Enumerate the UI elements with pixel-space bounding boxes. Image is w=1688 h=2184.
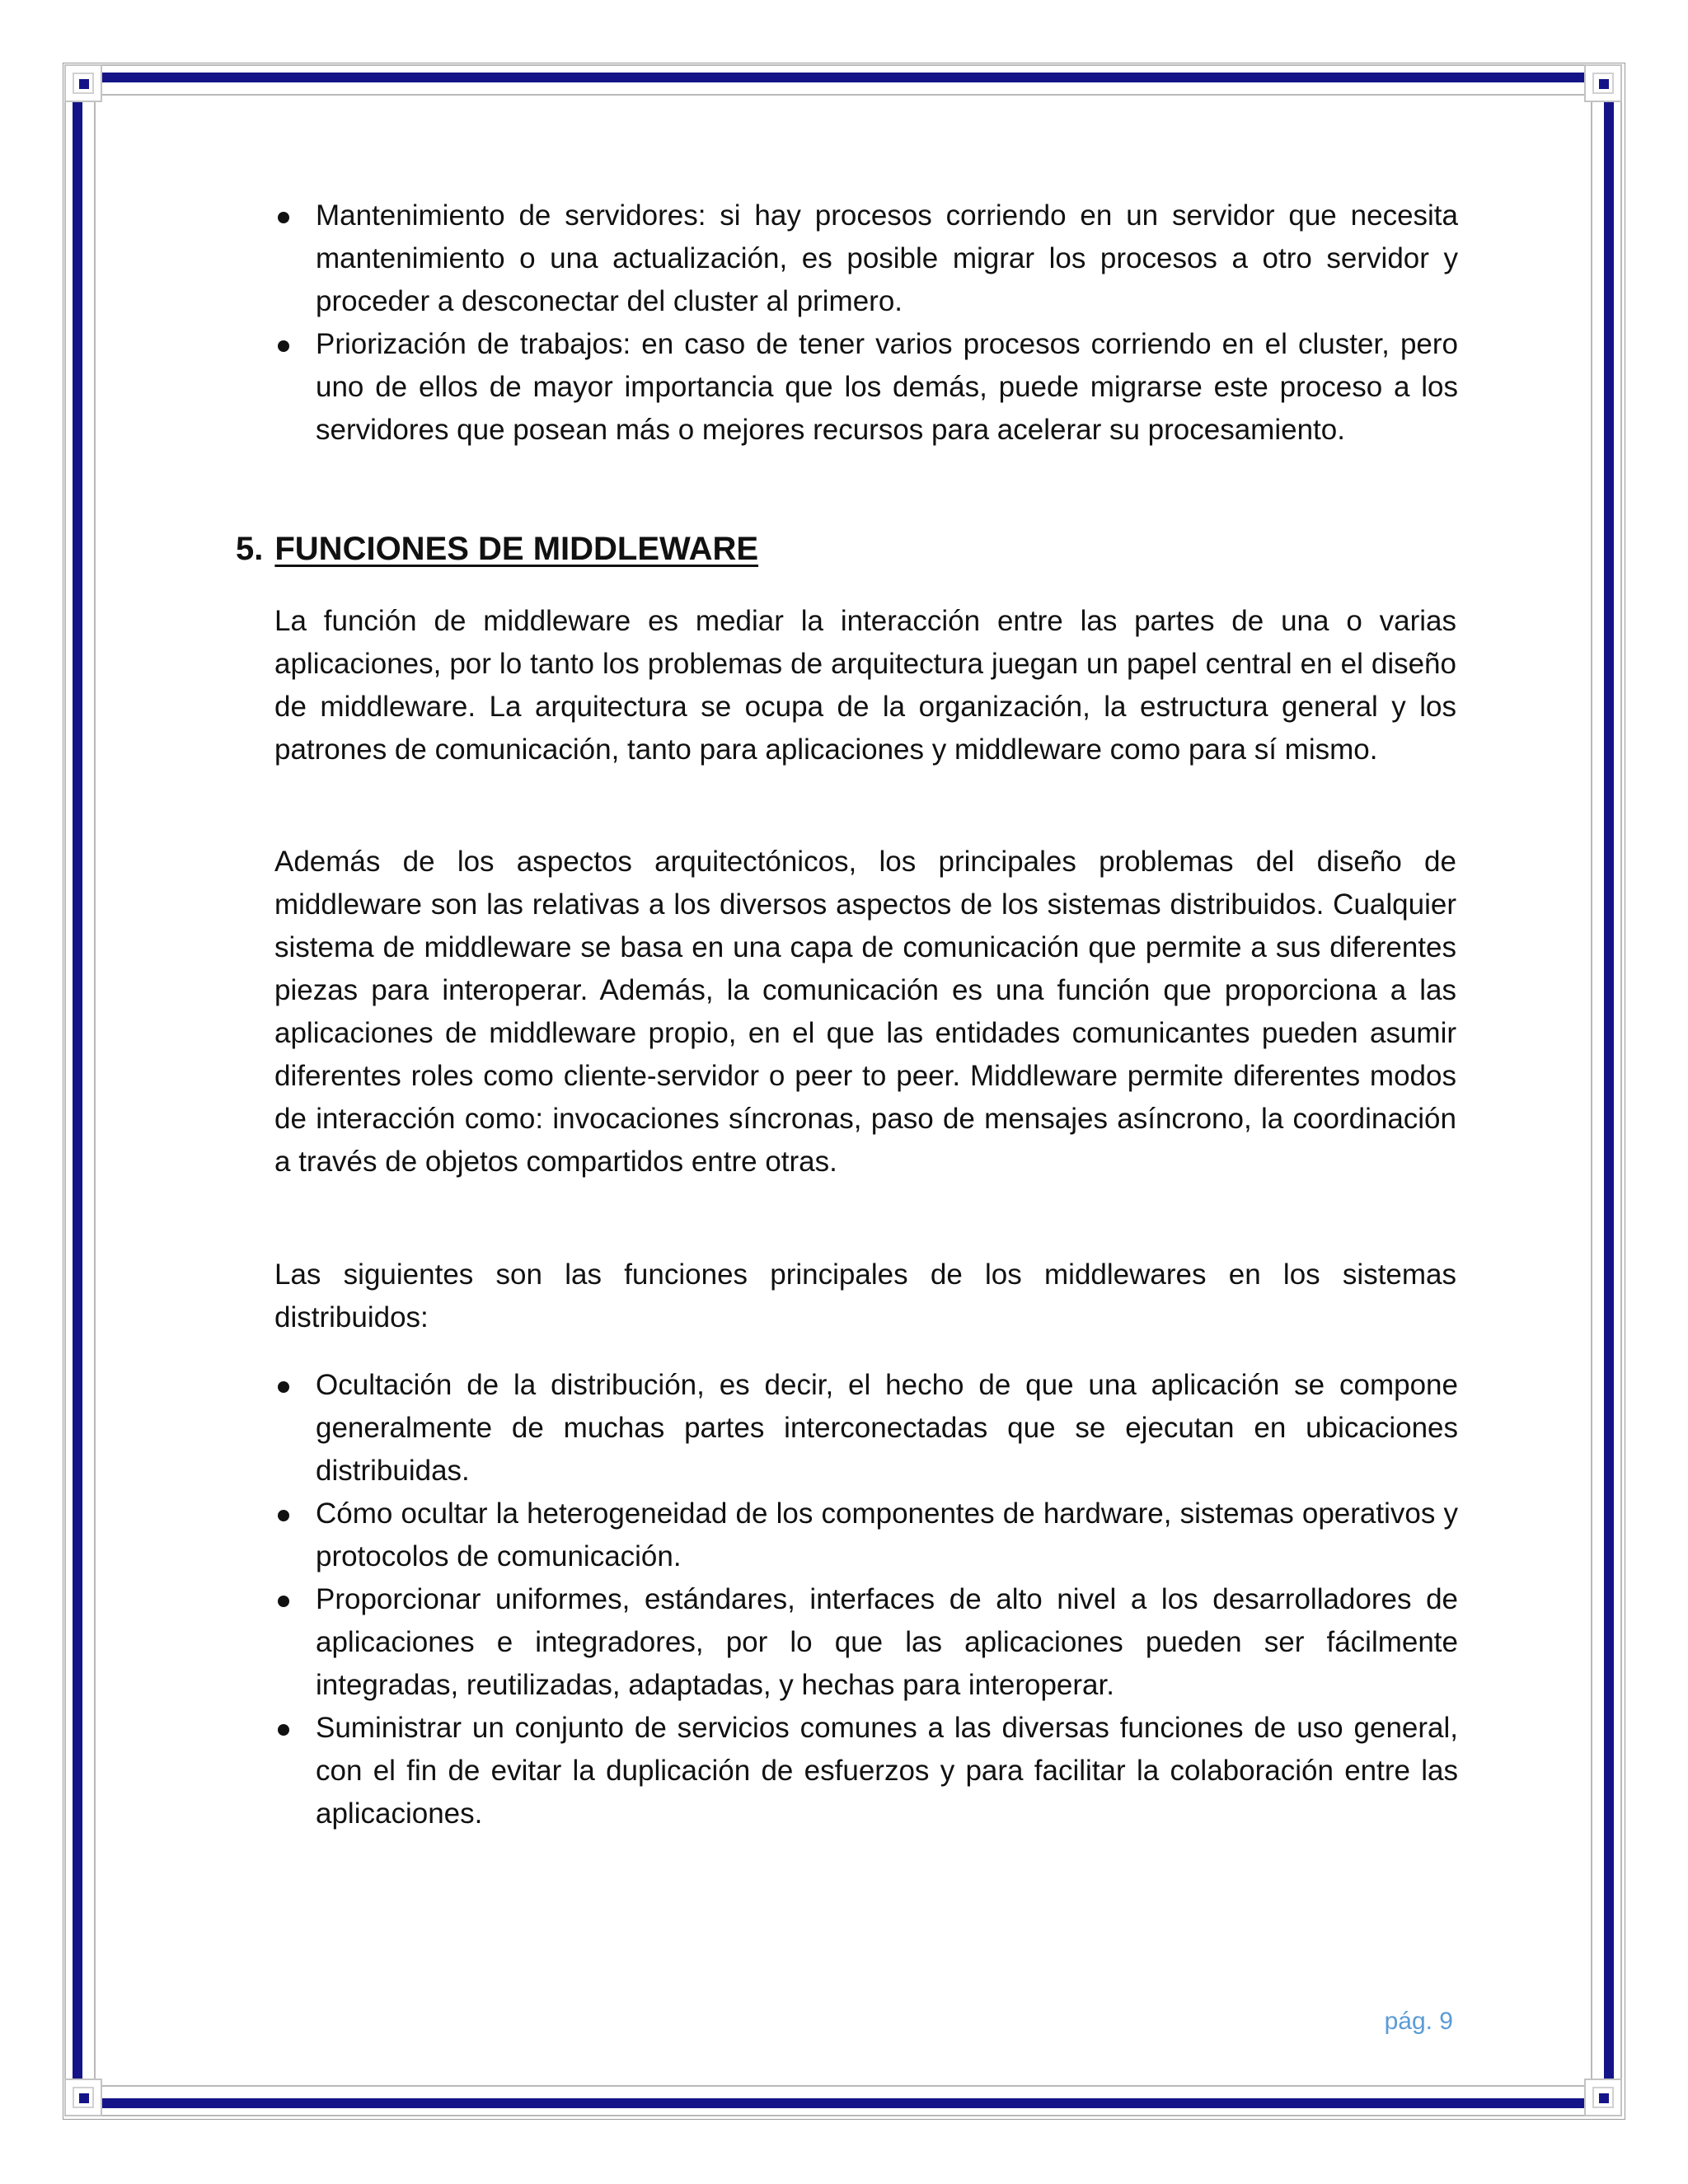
migration-benefits-list <box>276 194 1458 452</box>
middleware-functions-list <box>276 1364 1458 1835</box>
page-number: pág. 9 <box>1384 2008 1453 2035</box>
section-number: 5. <box>236 531 264 567</box>
list-item-text: Cómo ocultar la heterogeneidad de los componentes de hardware, sistemas operativos y protocolos de comunicación. <box>316 1497 1458 1572</box>
list-item <box>276 323 1458 452</box>
bullet-icon <box>278 1510 289 1521</box>
list-item <box>276 194 1458 323</box>
list-item <box>276 1364 1458 1493</box>
list-item <box>276 1707 1458 1835</box>
paragraph-main-functions-intro: Las siguientes son las funciones principales de los middlewares en los sistemas distribuidos: <box>274 1258 1456 1333</box>
paragraph-distributed-aspects: Además de los aspectos arquitectónicos, los principales problemas del diseño de middleware son las relativas a los diversos aspectos de los sistemas distribuidos. Cualquier sistema de middleware se basa en una capa de comunicación que permite a sus diferentes piezas para interoperar. Además, la comunicación es una función que proporciona a las aplicaciones de middleware propio, en el que las entidades comunicantes pueden asumir diferentes roles como cliente-servidor o peer to peer. Middleware permite diferentes modos de interacción como: invocaciones síncronas, paso de mensajes asíncrono, la coordinación a través de objetos compartidos entre otras. <box>274 846 1456 1178</box>
list-item-text: Priorización de trabajos: en caso de tener varios procesos corriendo en el cluster, pero uno de ellos de mayor importancia que los demás, puede migrarse este proceso a los servidores que posean más o mejores recursos para acelerar su procesamiento. <box>316 328 1458 446</box>
bullet-icon <box>278 340 289 352</box>
section-title: FUNCIONES DE MIDDLEWARE <box>274 531 759 567</box>
bullet-icon <box>278 212 289 223</box>
section-heading <box>236 524 758 574</box>
bullet-icon <box>278 1381 289 1393</box>
list-item <box>276 1493 1458 1578</box>
list-item-text: Mantenimiento de servidores: si hay procesos corriendo en un servidor que necesita mantenimiento o una actualización, es posible migrar los procesos a otro servidor y proceder a desconectar del cluster al primero. <box>316 199 1458 317</box>
list-item-text: Ocultación de la distribución, es decir, el hecho de que una aplicación se compone generalmente de muchas partes interconectadas que se ejecutan en ubicaciones distribuidas. <box>316 1369 1458 1487</box>
bullet-icon <box>278 1724 289 1736</box>
list-item <box>276 1578 1458 1707</box>
list-item-text: Proporcionar uniformes, estándares, interfaces de alto nivel a los desarrolladores de aplicaciones e integradores, por lo que las aplicaciones pueden ser fácilmente integradas, reutilizadas, adaptadas, y hechas para interoperar. <box>316 1583 1458 1701</box>
list-item-text: Suministrar un conjunto de servicios comunes a las diversas funciones de uso general, con el fin de evitar la duplicación de esfuerzos y para facilitar la colaboración entre las aplicaciones. <box>316 1712 1458 1830</box>
bullet-icon <box>278 1596 289 1607</box>
paragraph-middleware-function: La función de middleware es mediar la interacción entre las partes de una o varias aplicaciones, por lo tanto los problemas de arquitectura juegan un papel central en el diseño de middleware. La arquitectura se ocupa de la organización, la estructura general y los patrones de comunicación, tanto para aplicaciones y middleware como para sí mismo. <box>274 605 1456 766</box>
